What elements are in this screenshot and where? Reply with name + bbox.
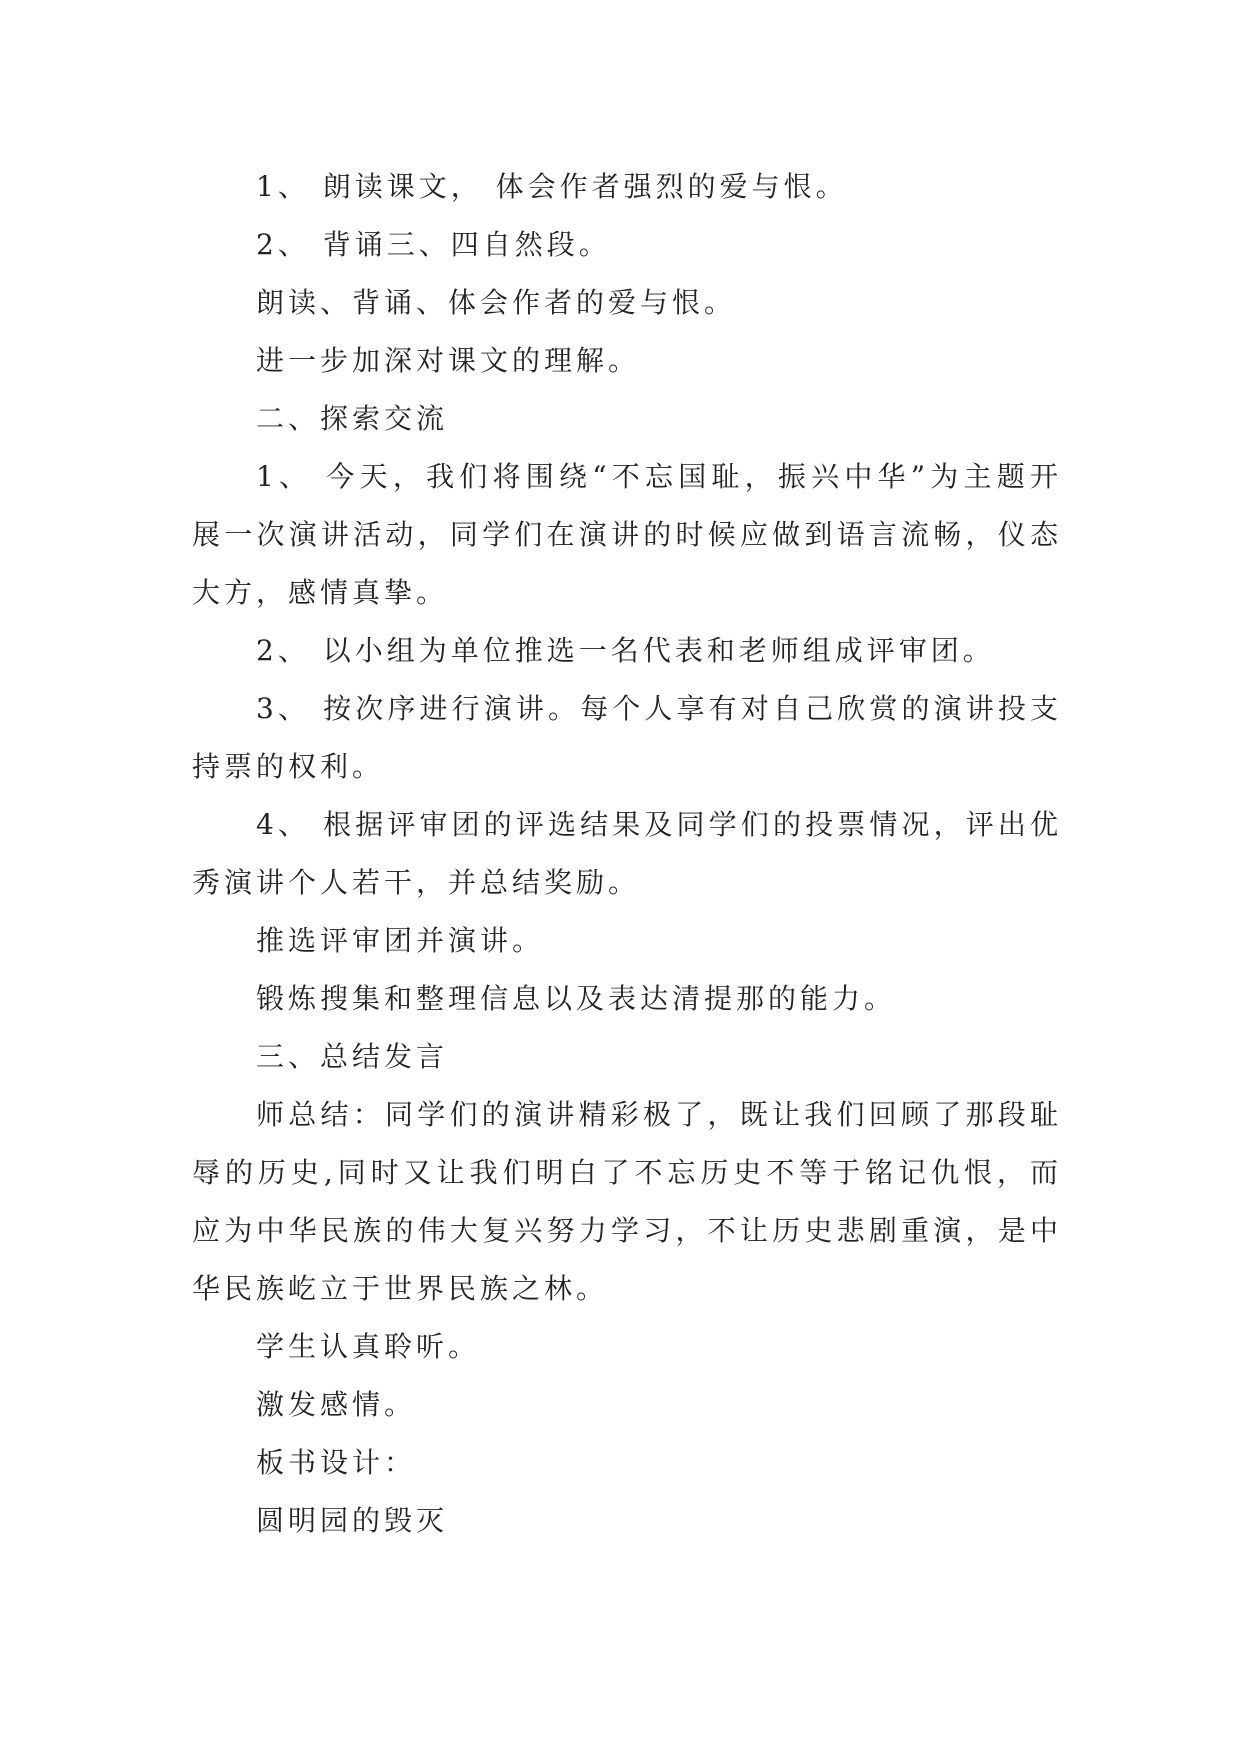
paragraph-review-panel: 2、 以小组为单位推选一名代表和老师组成评审团。 xyxy=(256,634,995,667)
paragraph-teacher-summary: 师总结：同学们的演讲精彩极了，既让我们回顾了那段耻辱的历史,同时又让我们明白了不忘历史不等于铭记仇恨，而应为中华民族的伟大复兴努力学习，不让历史悲剧重演，是中华民族屹立于世界民族之林。 xyxy=(192,1098,1062,1305)
paragraph-students-listen: 学生认真聆听。 xyxy=(256,1330,481,1363)
paragraph-select-panel: 推选评审团并演讲。 xyxy=(256,924,545,957)
section-heading-explore: 二、探索交流 xyxy=(256,402,449,435)
paragraph-board-design: 板书设计： xyxy=(256,1446,417,1479)
section-heading-summary: 三、总结发言 xyxy=(256,1040,449,1073)
paragraph-speech-order: 3、 按次序进行演讲。每个人享有对自己欣赏的演讲投支持票的权利。 xyxy=(192,692,1062,783)
paragraph-inspire-feelings: 激发感情。 xyxy=(256,1388,417,1421)
paragraph-practice-skills: 锻炼搜集和整理信息以及表达清提那的能力。 xyxy=(256,982,897,1015)
paragraph-results: 4、 根据评审团的评选结果及同学们的投票情况，评出优秀演讲个人若干，并总结奖励。 xyxy=(192,808,1062,899)
paragraph-read-recite-feel: 朗读、背诵、体会作者的爱与恨。 xyxy=(256,286,737,319)
paragraph-lesson-title: 圆明园的毁灭 xyxy=(256,1504,449,1537)
paragraph-read-text: 1、 朗读课文， 体会作者强烈的爱与恨。 xyxy=(256,170,848,203)
paragraph-speech-activity: 1、 今天，我们将围绕“不忘国耻，振兴中华”为主题开展一次演讲活动，同学们在演讲的时候应做到语言流畅，仪态大方，感情真挚。 xyxy=(192,460,1062,609)
document-body xyxy=(192,158,1062,1550)
paragraph-deepen-understanding: 进一步加深对课文的理解。 xyxy=(256,344,641,377)
paragraph-recite: 2、 背诵三、四自然段。 xyxy=(256,228,611,261)
